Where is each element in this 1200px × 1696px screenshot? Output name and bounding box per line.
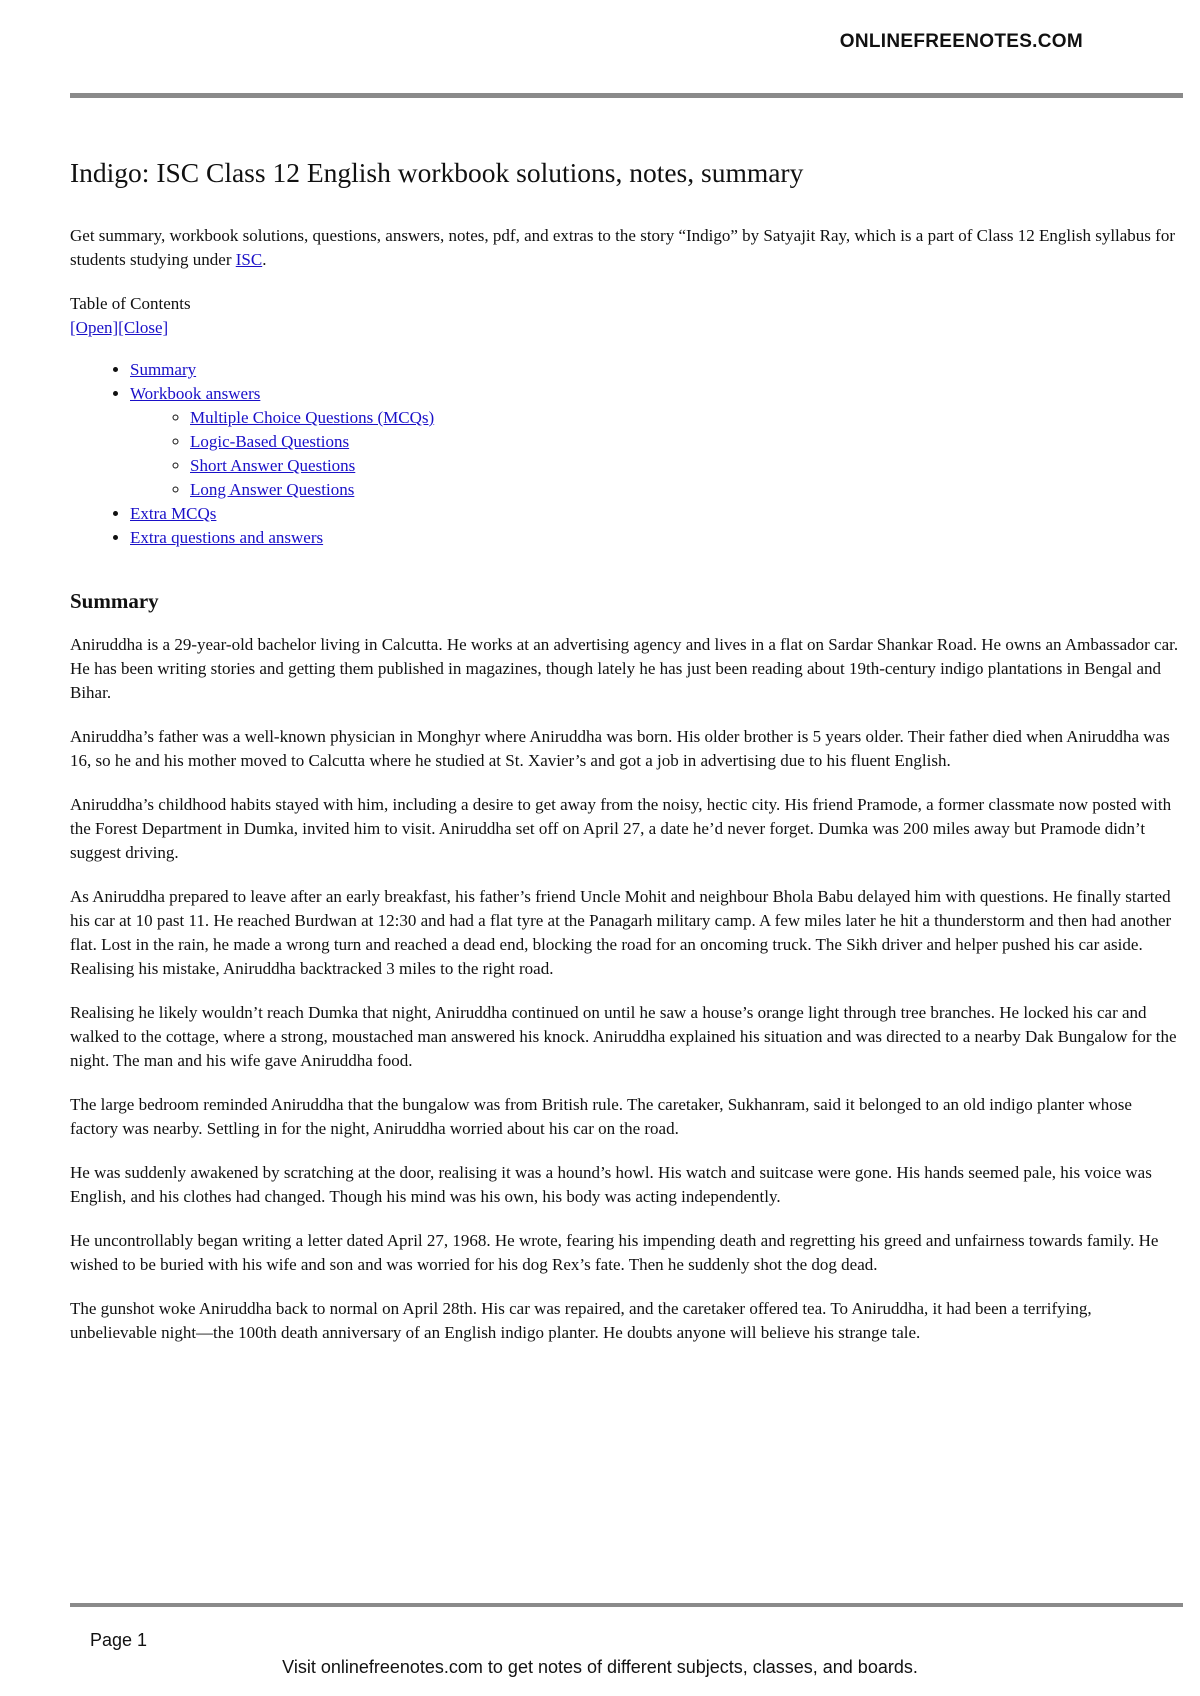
toc-item [130, 502, 1180, 526]
toc-item [130, 526, 1180, 550]
toc-link-extra-mcqs[interactable]: Extra MCQs [130, 504, 217, 523]
summary-paragraph: Aniruddha’s father was a well-known physician in Monghyr where Aniruddha was born. His older brother is 5 years older. Their father died when Aniruddha was 16, so he and his mother moved to Calcutta where he studied at St. Xavier’s and got a job in advertising due to his fluent English. [70, 727, 1170, 770]
toc-link-workbook-answers[interactable]: Workbook answers [130, 384, 261, 403]
toc-link-short-answer[interactable]: Short Answer Questions [190, 456, 356, 475]
toc-link-long-answer[interactable]: Long Answer Questions [190, 480, 355, 499]
isc-link[interactable]: ISC [235, 250, 263, 269]
toc-close-link[interactable]: [Close] [118, 318, 169, 337]
toc-link-mcqs[interactable]: Multiple Choice Questions (MCQs) [190, 408, 435, 427]
toc-subitem [190, 406, 1180, 430]
summary-paragraph: The large bedroom reminded Aniruddha that the bungalow was from British rule. The caretaker, Sukhanram, said it belonged to an old indigo planter whose factory was nearby. Settling in for the night, Aniruddha worried about his car on the road. [70, 1095, 1132, 1138]
summary-paragraph: The gunshot woke Aniruddha back to normal on April 28th. His car was repaired, and the caretaker offered tea. To Aniruddha, it had been a terrifying, unbelievable night—the 100th death anniversary of an English indigo planter. He doubts anyone will believe his strange tale. [70, 1299, 1092, 1342]
summary-paragraph: Aniruddha’s childhood habits stayed with him, including a desire to get away from the noisy, hectic city. His friend Pramode, a former classmate now posted with the Forest Department in Dumka, invited him to visit. Aniruddha set off on April 27, a date he’d never forget. Dumka was 200 miles away but Pramode didn’t suggest driving. [70, 795, 1172, 862]
summary-paragraph: Aniruddha is a 29-year-old bachelor living in Calcutta. He works at an advertising agency and lives in a flat on Sardar Shankar Road. He owns an Ambassador car. He has been writing stories and getting them published in magazines, though lately he has just been reading about 19th-century indigo plantations in Bengal and Bihar. [70, 635, 1179, 702]
summary-paragraph: He uncontrollably began writing a letter dated April 27, 1968. He wrote, fearing his impending death and regretting his greed and unfairness towards family. He wished to be buried with his wife and son and was worried for his dog Rex’s fate. Then he suddenly shot the dog dead. [70, 1231, 1159, 1274]
article [70, 155, 1180, 1365]
summary-paragraph: He was suddenly awakened by scratching at the door, realising it was a hound’s howl. His watch and suitcase were gone. His hands seemed pale, his voice was English, and his clothes had changed. Though his mind was his own, his body was acting independently. [70, 1163, 1152, 1206]
header-divider [70, 93, 1183, 98]
page-title: Indigo: ISC Class 12 English workbook solutions, notes, summary [70, 157, 804, 188]
toc-sublist [130, 406, 1180, 502]
page-number: Page 1 [90, 1630, 148, 1650]
toc-toggle [70, 316, 1180, 340]
footer-note: Visit onlinefreenotes.com to get notes of different subjects, classes, and boards. [282, 1657, 918, 1677]
toc-subitem [190, 430, 1180, 454]
toc-link-extra-questions[interactable]: Extra questions and answers [130, 528, 324, 547]
summary-heading: Summary [70, 589, 159, 613]
site-name: ONLINEFREENOTES.COM [839, 31, 1083, 52]
toc-link-logic-based[interactable]: Logic-Based Questions [190, 432, 350, 451]
toc-subitem [190, 454, 1180, 478]
toc-open-link[interactable]: [Open] [70, 318, 119, 337]
intro-text: Get summary, workbook solutions, questions, answers, notes, pdf, and extras to the story “Indigo” by Satyajit Ray, which is a part of Class 12 English syllabus for students studying under [70, 226, 1175, 269]
summary-paragraph: Realising he likely wouldn’t reach Dumka that night, Aniruddha continued on until he saw a house’s orange light through tree branches. He locked his car and walked to the cottage, where a strong, moustached man answered his knock. Aniruddha explained his situation and was directed to a nearby Dak Bungalow for the night. The man and his wife gave Aniruddha food. [70, 1003, 1177, 1070]
toc-item [130, 382, 1180, 502]
summary-paragraph: As Aniruddha prepared to leave after an early breakfast, his father’s friend Uncle Mohit and neighbour Bhola Babu delayed him with questions. He finally started his car at 10 past 11. He reached Burdwan at 12:30 and had a flat tyre at the Panagarh military camp. A few miles later he hit a thunderstorm and then had another flat. Lost in the rain, he made a wrong turn and reached a dead end, blocking the road for an oncoming truck. The Sikh driver and helper pushed his car aside. Realising his mistake, Aniruddha backtracked 3 miles to the right road. [70, 887, 1172, 978]
toc-list [70, 358, 1180, 550]
toc-title: Table of Contents [70, 294, 191, 313]
intro-end: . [262, 250, 267, 269]
toc-link-summary[interactable]: Summary [130, 360, 197, 379]
intro-paragraph [70, 224, 1180, 272]
footer-divider [70, 1603, 1183, 1607]
toc-subitem [190, 478, 1180, 502]
toc-item [130, 358, 1180, 382]
